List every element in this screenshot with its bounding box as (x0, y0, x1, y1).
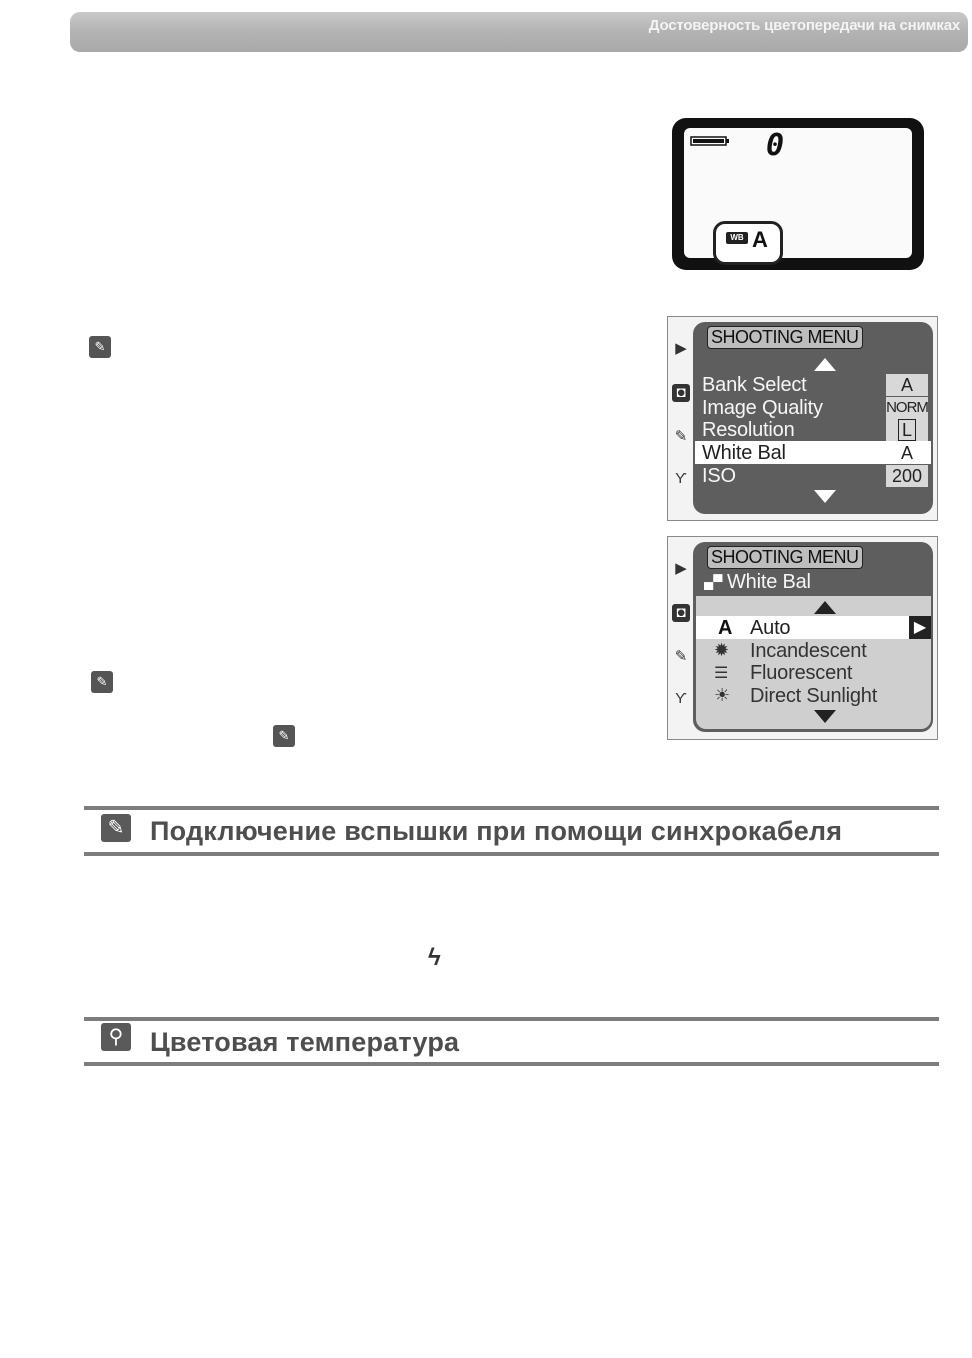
camera-icon: ◘ (672, 384, 690, 402)
menu-item-iso[interactable]: ISO (702, 465, 736, 487)
section-title-sync-cable: Подключение вспышки при помощи синхрокабеля (150, 816, 843, 846)
custom-setting-icon: ✎ (273, 725, 295, 747)
wb-indicator (713, 221, 783, 265)
menu-value (886, 419, 928, 441)
magnifier-icon: ⚲ (101, 1023, 131, 1051)
play-icon: ▶ (675, 340, 687, 357)
custom-setting-icon: ✎ (91, 671, 113, 693)
menu-item-white-bal[interactable]: White Bal (702, 442, 786, 464)
pencil-note-icon: ✎ (101, 814, 131, 842)
section-rule-bottom (84, 1062, 939, 1066)
battery-icon (690, 136, 730, 146)
bulb-icon: ✹ (714, 640, 730, 660)
menu-item-image-quality[interactable]: Image Quality (702, 397, 823, 419)
section-title-color-temperature: Цветовая температура (150, 1027, 460, 1057)
section-rule-bottom (84, 852, 939, 856)
wb-mode: A (752, 227, 768, 252)
menu-item-bank-select[interactable]: Bank Select (702, 374, 807, 396)
menu-title: SHOOTING MENU (707, 326, 863, 349)
menu-value: A (886, 442, 928, 464)
scroll-up-icon (814, 358, 836, 371)
pencil-icon: ✎ (674, 428, 688, 445)
option-fluorescent[interactable]: Fluorescent (750, 662, 853, 684)
camera-icon: ◘ (672, 604, 690, 622)
section-rule-top (84, 1017, 939, 1021)
scroll-down-icon (814, 490, 836, 503)
wrench-icon: Ƴ (675, 690, 687, 707)
pencil-icon: ✎ (674, 648, 688, 665)
right-arrow-icon[interactable]: ▶ (909, 616, 931, 639)
frame-count: 0 (766, 128, 785, 163)
option-auto[interactable]: Auto (750, 617, 791, 639)
resolution-value: L (898, 419, 916, 441)
menu-value: A (886, 374, 928, 396)
wb-tag: WB (726, 232, 748, 244)
page-header-title: Достоверность цветопередачи на снимках (648, 17, 960, 34)
flash-icon: ϟ (428, 944, 441, 971)
menu-title: SHOOTING MENU (707, 546, 863, 569)
section-rule-top (84, 806, 939, 810)
scroll-down-icon (814, 710, 836, 723)
custom-setting-icon: ✎ (89, 336, 111, 358)
menu-value: 200 (886, 465, 928, 487)
menu-item-resolution[interactable]: Resolution (702, 419, 795, 441)
auto-icon: A (718, 617, 733, 639)
fluorescent-icon: ☰ (714, 665, 729, 682)
wb-submenu-icon: ▄▀ (704, 574, 723, 589)
sun-icon: ☀ (714, 685, 731, 705)
option-incandescent[interactable]: Incandescent (750, 640, 867, 662)
wrench-icon: Ƴ (675, 470, 687, 487)
play-icon: ▶ (675, 560, 687, 577)
menu-value: NORM (886, 397, 928, 419)
option-direct-sunlight[interactable]: Direct Sunlight (750, 685, 878, 707)
scroll-up-icon (814, 601, 836, 614)
submenu-title: White Bal (727, 571, 811, 593)
